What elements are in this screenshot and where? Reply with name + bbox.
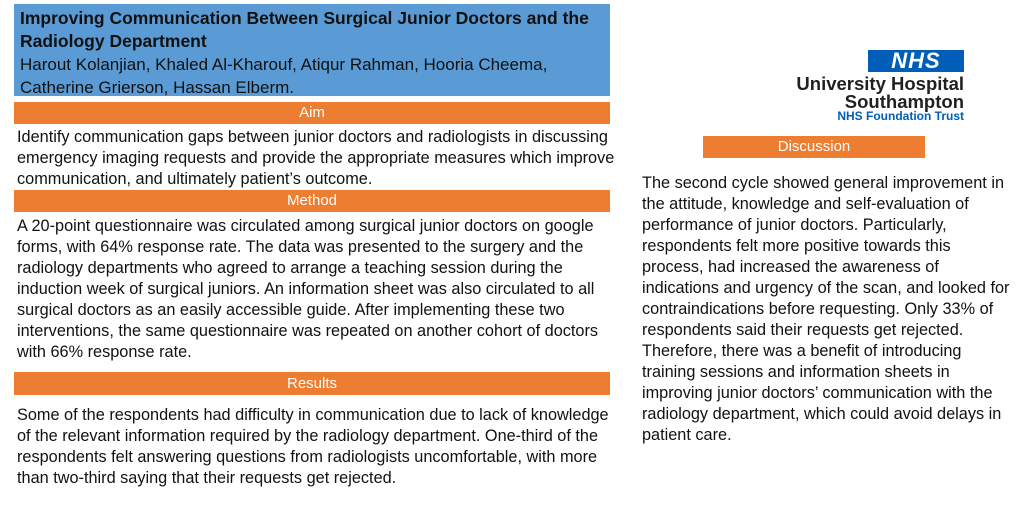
aim-heading: Aim: [14, 102, 610, 124]
poster-title: Improving Communication Between Surgical Junior Doctors and the Radiology Department: [20, 8, 589, 51]
title-block: [14, 4, 610, 96]
method-heading: Method: [14, 190, 610, 212]
nhs-trust-logo: [700, 48, 970, 122]
results-text: Some of the respondents had difficulty in communication due to lack of knowledge of the relevant information required by the radiology department. One-third of the respondents felt answering questions from radiologists uncomfortable, with more than two-third saying that their requests get rejected.: [17, 406, 609, 487]
discussion-text: The second cycle showed general improvement in the attitude, knowledge and self-evaluation of performance of junior doctors. Particularly, respondents felt more positive towards this process, had increased the awareness of indications and urgency of the scan, and looked for contraindications before requesting. Only 33% of respondents said their requests get rejected. Therefore, there was a benefit of introducing training sessions and information sheets in improving junior doctors’ communication with the radiology department, which could avoid delays in patient care.: [642, 174, 1010, 444]
nhs-badge-icon: NHS: [868, 50, 964, 72]
discussion-heading: Discussion: [703, 136, 925, 158]
logo-line-foundation-trust: NHS Foundation Trust: [837, 109, 964, 123]
logo-line-university-hospital: University Hospital: [796, 73, 964, 94]
method-text: A 20-point questionnaire was circulated among surgical junior doctors on google forms, with 64% response rate. The data was presented to the surgery and the radiology departments who agreed to arrange a teaching session during the induction week of surgical juniors. An information sheet was also circulated to all surgical doctors as an easily accessible guide. After implementing these two interventions, the same questionnaire was repeated on another cohort of doctors with 66% response rate.: [17, 217, 599, 361]
logo-line-southampton: Southampton: [844, 91, 964, 112]
author-list: Harout Kolanjian, Khaled Al-Kharouf, Atiqur Rahman, Hooria Cheema, Catherine Grierson, Hassan Elberm.: [20, 55, 548, 97]
results-heading: Results: [14, 372, 610, 395]
aim-text: Identify communication gaps between junior doctors and radiologists in discussing emergency imaging requests and provide the appropriate measures which improve communication, and ultimately patient’s outcome.: [17, 128, 615, 188]
